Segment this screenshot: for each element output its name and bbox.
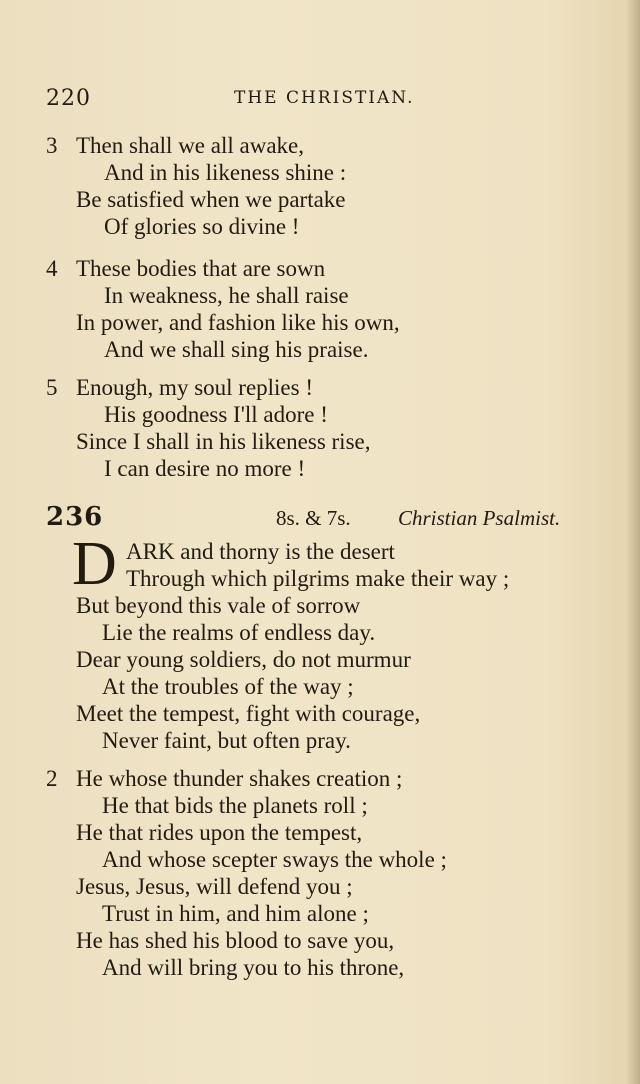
verse-line: Lie the realms of endless day. bbox=[102, 620, 376, 645]
hymn-meter: 8s. & 7s. bbox=[276, 506, 351, 530]
hymn-number: 236 bbox=[46, 502, 104, 532]
verse-line: But beyond this vale of sorrow bbox=[76, 593, 361, 618]
verse-line: Meet the tempest, fight with courage, bbox=[76, 701, 421, 726]
hymn-source: Christian Psalmist. bbox=[398, 506, 561, 530]
running-title: THE CHRISTIAN. bbox=[234, 88, 415, 108]
stanza-number: 5 bbox=[46, 375, 58, 400]
verse-line: In power, and fashion like his own, bbox=[76, 310, 400, 335]
verse-line: He has shed his blood to save you, bbox=[76, 928, 395, 953]
verse-line: Then shall we all awake, bbox=[76, 133, 304, 158]
verse-line: His goodness I'll adore ! bbox=[104, 402, 328, 427]
verse-line: Through which pilgrims make their way ; bbox=[126, 566, 510, 591]
verse-line: Enough, my soul replies ! bbox=[76, 375, 313, 400]
drop-cap: D bbox=[72, 530, 117, 598]
verse-line: He whose thunder shakes creation ; bbox=[76, 766, 403, 791]
verse-line: Never faint, but often pray. bbox=[102, 728, 351, 753]
verse-line: Dear young soldiers, do not murmur bbox=[76, 647, 411, 672]
verse-line: And will bring you to his throne, bbox=[102, 955, 405, 980]
verse-line: These bodies that are sown bbox=[76, 256, 326, 281]
verse-line: I can desire no more ! bbox=[104, 456, 306, 481]
verse-line: He that bids the planets roll ; bbox=[102, 793, 368, 818]
verse-line: Jesus, Jesus, will defend you ; bbox=[76, 874, 353, 899]
verse-line: ARK and thorny is the desert bbox=[126, 539, 395, 564]
page-edge-shadow bbox=[626, 0, 640, 1084]
running-head bbox=[46, 86, 586, 116]
page-number: 220 bbox=[46, 86, 91, 111]
verse-line: Be satisfied when we partake bbox=[76, 187, 346, 212]
verse-line: Since I shall in his likeness rise, bbox=[76, 429, 371, 454]
verse-line: At the troubles of the way ; bbox=[102, 674, 354, 699]
verse-line: He that rides upon the tempest, bbox=[76, 820, 363, 845]
stanza-number: 3 bbox=[46, 133, 58, 158]
verse-line: And we shall sing his praise. bbox=[104, 337, 369, 362]
verse-line: And whose scepter sways the whole ; bbox=[102, 847, 447, 872]
stanza-number: 4 bbox=[46, 256, 58, 281]
verse-line: Of glories so divine ! bbox=[104, 214, 300, 239]
verse-line: Trust in him, and him alone ; bbox=[102, 901, 369, 926]
verse-line: And in his likeness shine : bbox=[104, 160, 347, 185]
verse-line: In weakness, he shall raise bbox=[104, 283, 349, 308]
stanza-number: 2 bbox=[46, 766, 58, 791]
hymn-heading bbox=[46, 502, 626, 534]
